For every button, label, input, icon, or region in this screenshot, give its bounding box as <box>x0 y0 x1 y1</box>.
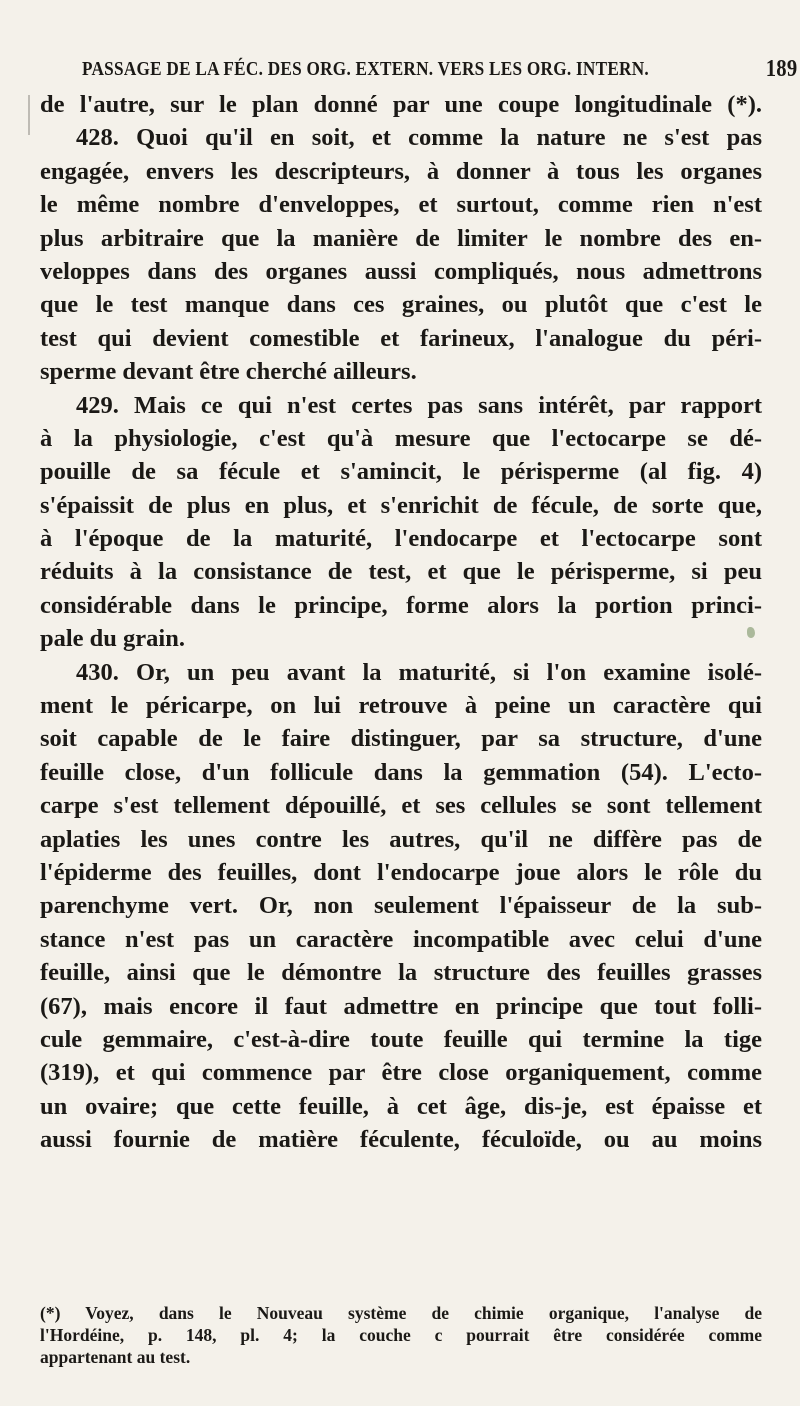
text-line: que le test manque dans ces graines, ou plutôt que c'est le <box>40 291 762 319</box>
text-line: un ovaire; que cette feuille, à cet âge, dis-je, est épaisse et <box>40 1092 762 1120</box>
text-line: 428. Quoi qu'il en soit, et comme la nature ne s'est pas <box>76 124 762 152</box>
text-line: engagée, envers les descripteurs, à donner à tous les organes <box>40 157 762 185</box>
text-line: 430. Or, un peu avant la maturité, si l'on examine isolé- <box>76 658 762 686</box>
footnote-line: appartenant au test. <box>40 1347 191 1367</box>
text-line: stance n'est pas un caractère incompatible avec celui d'une <box>40 925 762 953</box>
text-line: 429. Mais ce qui n'est certes pas sans intérêt, par rapport <box>76 391 762 419</box>
text-line: s'épaissit de plus en plus, et s'enrichit de fécule, de sorte que, <box>40 491 762 519</box>
text-line: cule gemmaire, c'est-à-dire toute feuille qui termine la tige <box>40 1025 762 1053</box>
text-line: aussi fournie de matière féculente, féculoïde, ou au moins <box>40 1126 762 1154</box>
footnotes <box>40 1302 762 1368</box>
text-line: le même nombre d'enveloppes, et surtout, comme rien n'est <box>40 191 762 219</box>
text-line: pale du grain. <box>40 625 185 653</box>
text-line: (319), et qui commence par être close organiquement, comme <box>40 1059 762 1087</box>
text-line: (67), mais encore il faut admettre en principe que tout folli- <box>40 992 762 1020</box>
running-head <box>82 56 798 82</box>
text-line: feuille, ainsi que le démontre la structure des feuilles grasses <box>40 959 762 987</box>
text-line: aplaties les unes contre les autres, qu'il ne diffère pas de <box>40 825 762 853</box>
body-text <box>40 88 762 1157</box>
text-line: plus arbitraire que la manière de limiter le nombre des en- <box>40 224 762 252</box>
text-line: veloppes dans des organes aussi compliqués, nous admettrons <box>40 257 762 285</box>
text-line: sperme devant être cherché ailleurs. <box>40 358 417 386</box>
running-title: PASSAGE DE LA FÉC. DES ORG. EXTERN. VERS LES ORG. INTERN. <box>82 58 649 80</box>
text-line: ment le péricarpe, on lui retrouve à peine un caractère qui <box>40 692 762 720</box>
text-line: considérable dans le principe, forme alors la portion princi- <box>40 591 762 619</box>
text-line: feuille close, d'un follicule dans la gemmation (54). L'ecto- <box>40 758 762 786</box>
text-line: l'épiderme des feuilles, dont l'endocarpe joue alors le rôle du <box>40 858 762 886</box>
text-line: à l'époque de la maturité, l'endocarpe et l'ectocarpe sont <box>40 525 762 553</box>
text-line: test qui devient comestible et farineux, l'analogue du péri- <box>40 324 762 352</box>
text-line: pouille de sa fécule et s'amincit, le périsperme (al fig. 4) <box>40 458 762 486</box>
text-line: à la physiologie, c'est qu'à mesure que l'ectocarpe se dé- <box>40 424 762 452</box>
text-line: réduits à la consistance de test, et que le périsperme, si peu <box>40 558 762 586</box>
text-line: soit capable de le faire distinguer, par sa structure, d'une <box>40 725 762 753</box>
footnote-line: l'Hordéine, p. 148, pl. 4; la couche c pourrait être considérée comme <box>40 1325 762 1345</box>
text-line: de l'autre, sur le plan donné par une coupe longitudinale (*). <box>40 91 762 118</box>
margin-mark <box>28 95 30 135</box>
ink-speck <box>747 627 755 638</box>
footnote-line: (*) Voyez, dans le Nouveau système de chimie organique, l'analyse de <box>40 1303 762 1323</box>
page-number: 189 <box>765 56 798 82</box>
text-line: parenchyme vert. Or, non seulement l'épaisseur de la sub- <box>40 892 762 920</box>
text-line: carpe s'est tellement dépouillé, et ses cellules se sont tellement <box>40 792 762 820</box>
